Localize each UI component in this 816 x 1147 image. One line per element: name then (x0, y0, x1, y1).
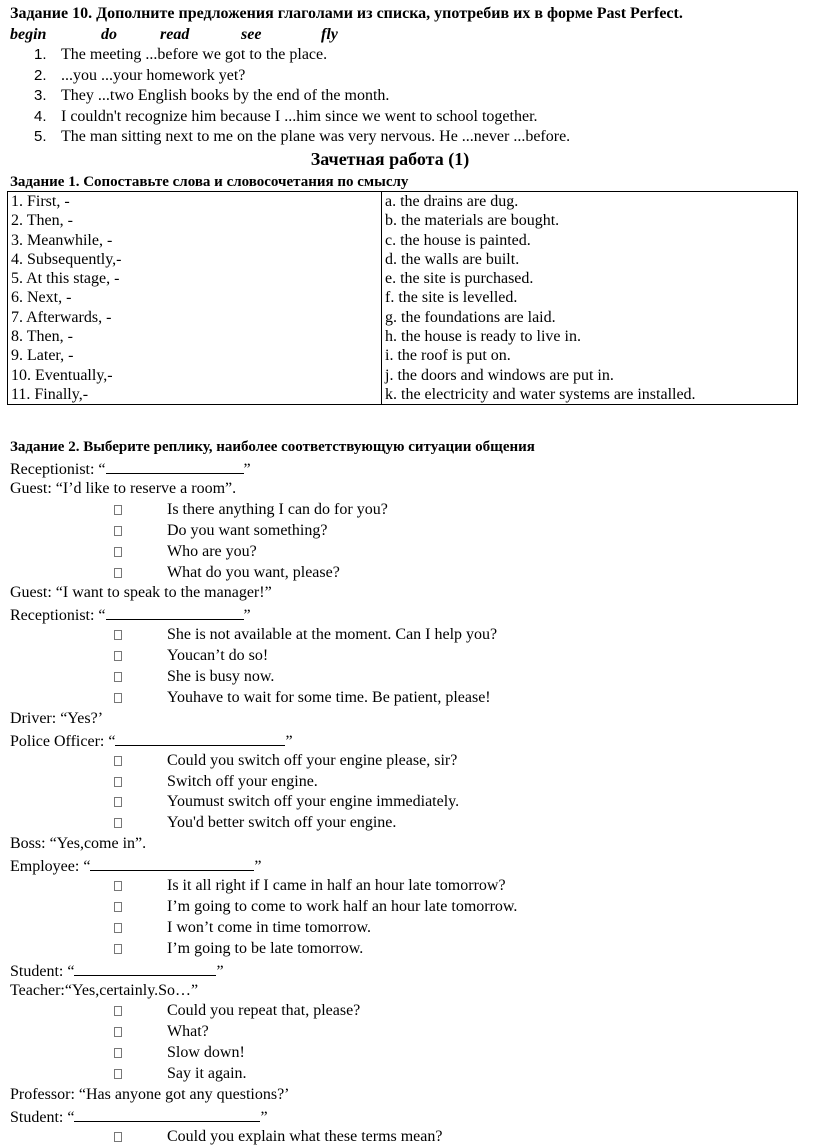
match-right-cell: g. the foundations are laid. (382, 308, 798, 327)
option-text: What? (167, 1023, 209, 1041)
match-left-cell: 9. Later, - (8, 346, 382, 365)
table-row (8, 211, 798, 230)
table-row (8, 192, 798, 212)
match-left-cell: 7. Afterwards, - (8, 308, 382, 327)
checkbox-icon[interactable] (114, 630, 122, 640)
match-right-cell: d. the walls are built. (382, 250, 798, 269)
sentence-text: The man sitting next to me on the plane was very nervous. He ...never ...before. (61, 128, 571, 145)
dialog-speaker-text: Receptionist: “ ” (10, 458, 251, 481)
verb-list (10, 25, 370, 45)
checkbox-icon[interactable] (114, 1006, 122, 1016)
dialog-speaker-text: Guest: “I want to speak to the manager!” (10, 584, 272, 602)
sentence-text: They ...two English books by the end of the month. (61, 87, 390, 104)
table-row (8, 288, 798, 307)
dialog-speaker-text: Guest: “I’d like to reserve a room”. (10, 479, 237, 497)
option-text: I’m going to come to work half an hour late tomorrow. (167, 897, 518, 915)
option-text: I won’t come in time tomorrow. (167, 918, 371, 936)
option-text: Could you switch off your engine please, sir? (167, 751, 458, 769)
option-text: Do you want something? (167, 521, 328, 539)
task10-title: Задание 10. Дополните предложения глаголами из списка, употребив их в форме Past Perfect. (10, 5, 683, 22)
answer-blank[interactable] (106, 458, 244, 474)
dialog-speaker-text: Receptionist: “ ” (10, 604, 251, 627)
matching-table (7, 191, 798, 405)
dialog-speaker-text: Driver: “Yes?’ (10, 709, 104, 727)
match-right-cell: i. the roof is put on. (382, 346, 798, 365)
match-right-cell: b. the materials are bought. (382, 211, 798, 230)
match-left-cell: 2. Then, - (8, 211, 382, 230)
option-text: Say it again. (167, 1065, 247, 1083)
verb-begin: begin (10, 26, 47, 43)
dialog-speaker-text: Police Officer: “ ” (10, 730, 293, 753)
option-text: Slow down! (167, 1044, 245, 1062)
checkbox-icon[interactable] (114, 1027, 122, 1037)
match-left-cell: 3. Meanwhile, - (8, 231, 382, 250)
verb-do: do (101, 26, 117, 43)
match-left-cell: 5. At this stage, - (8, 269, 382, 288)
match-right-cell: j. the doors and windows are put in. (382, 366, 798, 385)
option-text: She is busy now. (167, 668, 275, 685)
option-text: Youmust switch off your engine immediately. (167, 793, 460, 811)
dialog-speaker-text: Employee: “ ” (10, 855, 262, 878)
task1-title: Задание 1. Сопоставьте слова и словосочетания по смыслу (10, 174, 409, 190)
table-row (8, 231, 798, 250)
checkbox-icon[interactable] (114, 797, 122, 807)
option-text: You'd better switch off your engine. (167, 814, 397, 832)
option-text: Youcan’t do so! (167, 647, 269, 665)
checkbox-icon[interactable] (114, 1069, 122, 1079)
match-right-cell: a. the drains are dug. (382, 192, 798, 212)
checkbox-icon[interactable] (114, 1132, 122, 1142)
table-row (8, 346, 798, 365)
verb-read: read (160, 26, 190, 43)
match-left-cell: 1. First, - (8, 192, 382, 212)
match-left-cell: 8. Then, - (8, 327, 382, 346)
table-row (8, 308, 798, 327)
checkbox-icon[interactable] (114, 923, 122, 933)
checkbox-icon[interactable] (114, 672, 122, 682)
checkbox-icon[interactable] (114, 568, 122, 578)
sentence-text: ...you ...your homework yet? (61, 66, 246, 84)
checkbox-icon[interactable] (114, 505, 122, 515)
option-text: Could you explain what these terms mean? (167, 1127, 443, 1145)
option-text: Could you repeat that, please? (167, 1002, 361, 1020)
table-row (8, 250, 798, 269)
verb-see: see (241, 26, 262, 43)
match-right-cell: e. the site is purchased. (382, 269, 798, 288)
table-row (8, 366, 798, 385)
option-text: Switch off your engine. (167, 772, 318, 790)
test-title: Зачетная работа (1) (310, 149, 470, 169)
answer-blank[interactable] (115, 730, 285, 746)
sentence-number: 3. (34, 87, 47, 104)
dialog-speaker-text: Teacher:“Yes,certainly.So…” (10, 981, 199, 999)
answer-blank[interactable] (106, 604, 244, 620)
match-right-cell: h. the house is ready to live in. (382, 327, 798, 346)
sentence-text: The meeting ...before we got to the place. (61, 46, 328, 63)
match-left-cell: 11. Finally,- (8, 385, 382, 405)
checkbox-icon[interactable] (114, 526, 122, 536)
checkbox-icon[interactable] (114, 1048, 122, 1058)
checkbox-icon[interactable] (114, 651, 122, 661)
checkbox-icon[interactable] (114, 777, 122, 787)
answer-blank[interactable] (74, 1106, 260, 1122)
option-text: She is not available at the moment. Can I help you? (167, 626, 498, 644)
match-right-cell: f. the site is levelled. (382, 288, 798, 307)
option-text: Is it all right if I came in half an hour late tomorrow? (167, 877, 506, 894)
checkbox-icon[interactable] (114, 693, 122, 703)
sentence-number: 2. (34, 66, 47, 84)
sentence-number: 4. (34, 107, 47, 125)
checkbox-icon[interactable] (114, 902, 122, 912)
match-left-cell: 10. Eventually,- (8, 366, 382, 385)
option-text: I’m going to be late tomorrow. (167, 939, 364, 957)
checkbox-icon[interactable] (114, 818, 122, 828)
match-right-cell: k. the electricity and water systems are installed. (382, 385, 798, 405)
sentence-number: 5. (34, 128, 47, 145)
option-text: Is there anything I can do for you? (167, 500, 388, 518)
verb-fly: fly (321, 26, 338, 43)
checkbox-icon[interactable] (114, 547, 122, 557)
answer-blank[interactable] (74, 960, 216, 976)
match-left-cell: 4. Subsequently,- (8, 250, 382, 269)
sentence-number: 1. (34, 46, 47, 63)
option-text: What do you want, please? (167, 563, 340, 581)
table-row (8, 327, 798, 346)
table-row (8, 269, 798, 288)
checkbox-icon[interactable] (114, 944, 122, 954)
dialog-speaker-text: Boss: “Yes,come in”. (10, 835, 147, 853)
dialog-speaker-text: Student: “ ” (10, 960, 224, 983)
dialog-speaker-text: Professor: “Has anyone got any questions?’ (10, 1086, 290, 1103)
match-right-cell: c. the house is painted. (382, 231, 798, 250)
checkbox-icon[interactable] (114, 756, 122, 766)
table-row (8, 385, 798, 405)
task2-title: Задание 2. Выберите реплику, наиболее соответствующую ситуации общения (10, 439, 535, 455)
sentence-text: I couldn't recognize him because I ...him since we went to school together. (61, 107, 538, 125)
option-text: Youhave to wait for some time. Be patient, please! (167, 688, 491, 706)
checkbox-icon[interactable] (114, 881, 122, 891)
match-left-cell: 6. Next, - (8, 288, 382, 307)
option-text: Who are you? (167, 542, 257, 560)
answer-blank[interactable] (90, 855, 254, 871)
dialog-speaker-text: Student: “ ” (10, 1106, 268, 1129)
